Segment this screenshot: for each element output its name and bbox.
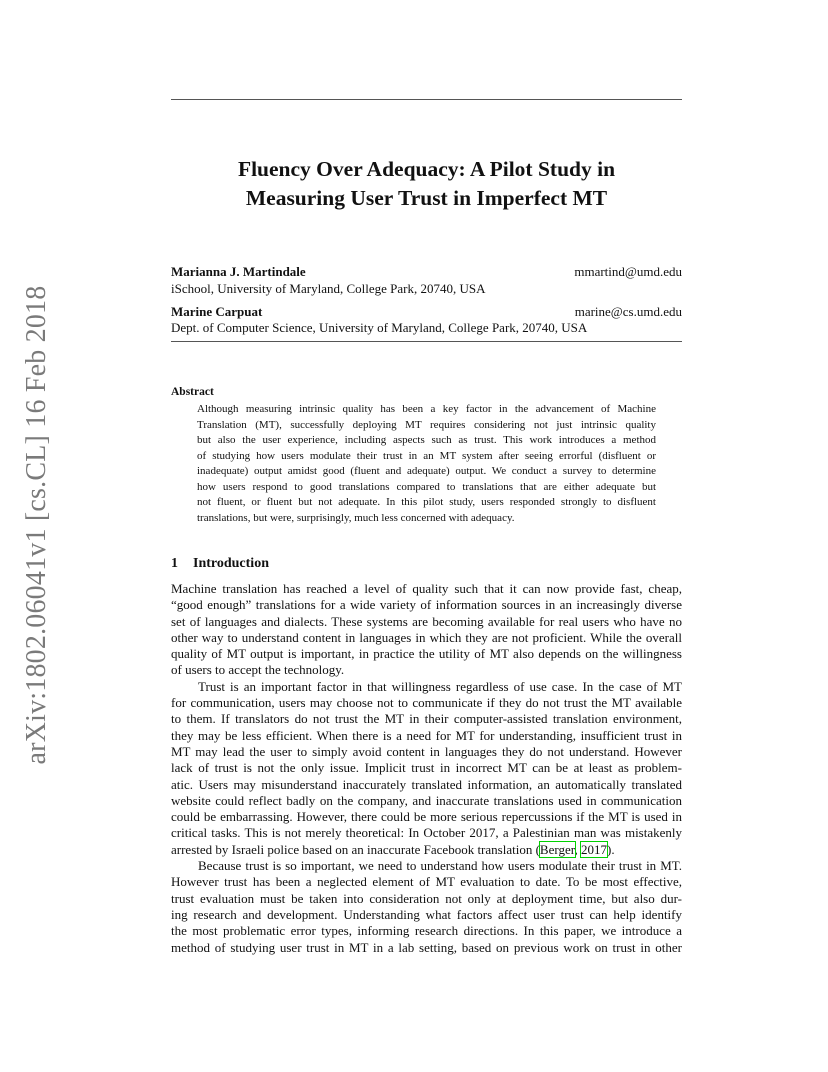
author-affiliation: iSchool, University of Maryland, College Park, 20740, USA: [171, 281, 486, 296]
body-line: set of languages and dialects. These systems are becoming available for real users who have no: [171, 613, 682, 629]
author-row: [171, 263, 682, 280]
body-line: the most problematic error types, informing research directions. In this paper, we introduce a: [171, 923, 682, 939]
abstract-line: Although measuring intrinsic quality has been a key factor in the advancement of Machine: [197, 403, 656, 415]
author-row: [171, 303, 682, 320]
body-line: trust evaluation must be taken into consideration not only at deployment time, but also dur-: [171, 890, 682, 906]
body-line: Because trust is so important, we need to understand how users modulate their trust in MT.: [198, 858, 682, 874]
abstract-line: how users respond to good translations compared to translations that are either adequate but: [197, 480, 656, 493]
body-line: critical tasks. This is not merely theoretical: In October 2017, a Palestinian man was mistakenly: [171, 825, 682, 841]
citation-author-link[interactable]: Berger: [539, 841, 575, 857]
section-number: 1: [171, 556, 178, 571]
body-line: of users to accept the technology.: [171, 662, 345, 678]
abstract-line: but also the user experience, including aspects such as trust. This work introduces a method: [197, 434, 656, 446]
citation-close: ).: [607, 841, 615, 857]
body-line: Machine translation has reached a level of quality such that it can now provide fast, cheap,: [171, 581, 682, 596]
author-email[interactable]: mmartind@umd.edu: [574, 264, 682, 279]
author-name: Marine Carpuat: [171, 304, 263, 319]
body-line-text: arrested by Israeli police based on an inaccurate Facebook translation (: [171, 841, 540, 857]
citation-separator: ,: [574, 841, 582, 857]
author-name: Marianna J. Martindale: [171, 264, 306, 279]
section-title: Introduction: [193, 556, 269, 571]
body-line: Trust is an important factor in that willingness regardless of use case. In the case of MT: [198, 678, 682, 694]
abstract-line: not fluent, or fluent but not adequate. In this pilot study, users responded strongly to disfluent: [197, 496, 656, 508]
body-line: method of studying user trust in MT in a lab setting, based on previous work on trust in other: [171, 939, 682, 955]
abstract-line: inadequate) output amidst good (fluent and adequate) output. We conduct a survey to determine: [197, 465, 656, 477]
body-line: they may be less efficient. When there is a need for MT for understanding, insufficient trust in: [171, 727, 682, 743]
body-line: could be embarrassing. However, there could be more serious repercussions if the MT is used in: [171, 809, 682, 825]
abstract-line: translations, but were, surprisingly, much less concerned with adequacy.: [197, 511, 515, 524]
author-affiliation: Dept. of Computer Science, University of Maryland, College Park, 20740, USA: [171, 320, 588, 335]
paper-title: [171, 155, 682, 213]
body-line: other way to understand content in languages in which they are not proficient. While the overall: [171, 629, 682, 645]
header-divider: [171, 341, 682, 342]
abstract-line: of studying how users modulate their trust in an MT system after seeing errorful (disfluent or: [197, 449, 656, 462]
author-email[interactable]: marine@cs.umd.edu: [574, 304, 682, 319]
body-line: ing research and development. Understanding what factors affect user trust can help identify: [171, 906, 682, 922]
section-heading: [171, 556, 269, 572]
body-line-with-citation: [171, 842, 682, 858]
abstract-line: Translation (MT), successfully deploying MT requires considering not just intrinsic quality: [197, 418, 656, 431]
abstract-heading: Abstract: [171, 386, 214, 398]
body-line: to them. If translators do not trust the MT in their computer-assisted translation environment,: [171, 711, 682, 727]
body-line: MT may lead the user to simply avoid content in languages they do not understand. However: [171, 743, 682, 759]
body-line: lack of trust is not the only issue. Implicit trust in incorrect MT can be at least as problem-: [171, 760, 682, 776]
abstract-body: [197, 402, 656, 526]
top-rule: [171, 99, 682, 100]
introduction-body: [171, 581, 682, 956]
body-line: for communication, users may choose not to communicate if they do not trust the MT available: [171, 695, 682, 711]
title-line: Measuring User Trust in Imperfect MT: [245, 186, 608, 210]
arxiv-identifier-stamp: arXiv:1802.06041v1 [cs.CL] 16 Feb 2018: [21, 285, 52, 765]
body-line: website could reflect badly on the company, and inaccurate translations used in communication: [171, 792, 682, 808]
title-line: Fluency Over Adequacy: A Pilot Study in: [237, 157, 616, 181]
body-line: However trust has been a neglected element of MT evaluation to date. To be most effective,: [171, 874, 682, 890]
body-line: quality of MT output is important, in practice the utility of MT also depends on the willingness: [171, 646, 682, 662]
citation-year-link[interactable]: 2017: [581, 841, 608, 857]
body-line: “good enough” translations for a wide variety of information sources in an increasingly diverse: [171, 597, 682, 613]
body-line: atic. Users may misunderstand inaccurately translated information, an automatically translated: [171, 776, 682, 792]
